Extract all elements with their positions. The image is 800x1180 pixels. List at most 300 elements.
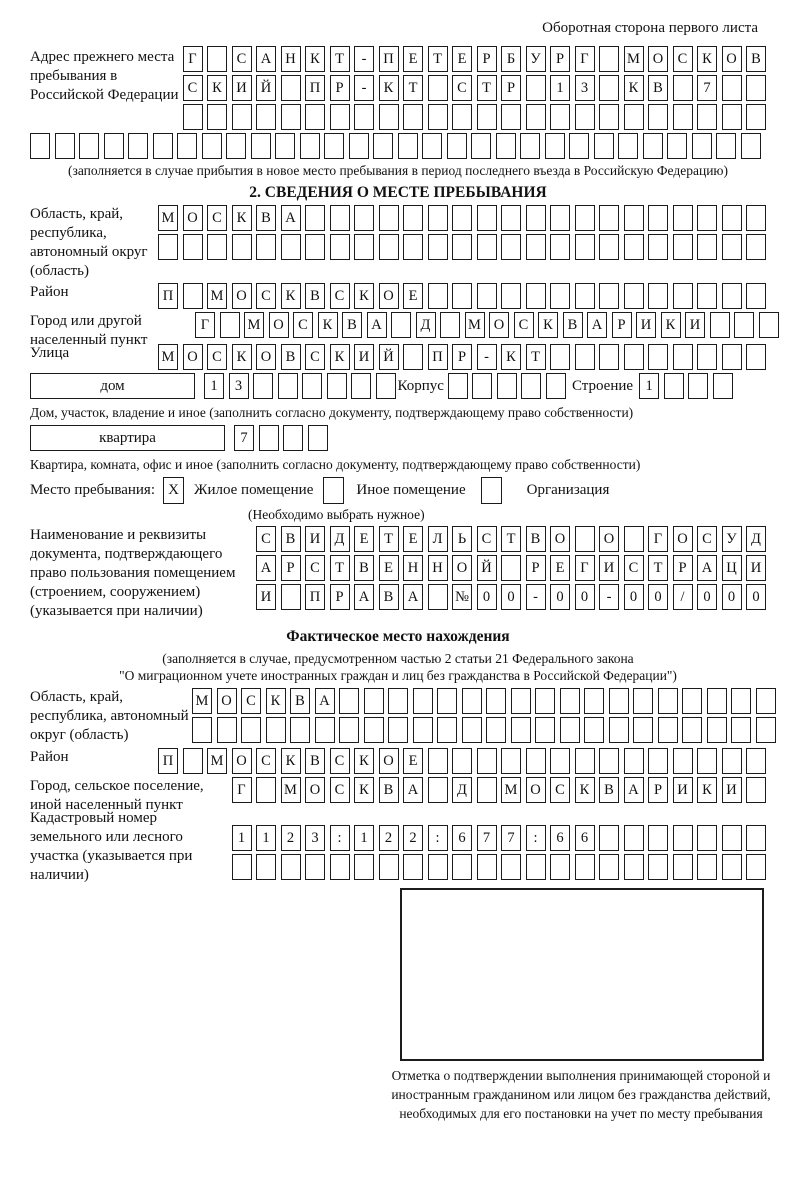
char-cell[interactable]: Е [403,283,423,309]
char-cell[interactable] [192,717,212,743]
char-cell[interactable]: О [673,526,693,552]
char-cell[interactable]: И [746,555,766,581]
char-cell[interactable]: О [550,526,570,552]
char-cell[interactable] [746,825,766,851]
char-cell[interactable]: Е [379,555,399,581]
char-cell[interactable] [624,234,644,260]
char-cell[interactable] [624,526,644,552]
stay-type-checkbox-organization[interactable] [481,477,502,504]
char-cell[interactable]: В [342,312,362,338]
char-cell[interactable]: Т [501,526,521,552]
char-cell[interactable] [413,688,433,714]
char-cell[interactable]: П [305,75,325,101]
char-cell[interactable]: С [330,777,350,803]
char-cell[interactable]: А [587,312,607,338]
char-cell[interactable] [673,748,693,774]
char-cell[interactable] [281,584,301,610]
char-cell[interactable] [232,854,252,880]
char-cell[interactable]: 3 [575,75,595,101]
char-cell[interactable]: А [403,584,423,610]
char-cell[interactable] [30,133,50,159]
char-cell[interactable] [354,205,374,231]
char-cell[interactable] [486,717,506,743]
char-cell[interactable] [746,75,766,101]
char-cell[interactable] [158,234,178,260]
char-cell[interactable] [305,104,325,130]
char-cell[interactable]: О [305,777,325,803]
char-cell[interactable]: 6 [452,825,472,851]
char-cell[interactable] [55,133,75,159]
char-cell[interactable]: О [232,283,252,309]
char-cell[interactable]: С [207,344,227,370]
char-cell[interactable]: Р [330,75,350,101]
char-cell[interactable]: 7 [234,425,254,451]
char-cell[interactable] [428,584,448,610]
char-cell[interactable] [673,344,693,370]
char-cell[interactable] [599,46,619,72]
char-cell[interactable]: В [648,75,668,101]
char-cell[interactable] [486,688,506,714]
char-cell[interactable] [398,133,418,159]
char-cell[interactable] [440,312,460,338]
char-cell[interactable] [697,205,717,231]
char-cell[interactable]: Р [330,584,350,610]
char-cell[interactable]: А [354,584,374,610]
char-cell[interactable] [241,717,261,743]
char-cell[interactable]: И [685,312,705,338]
char-cell[interactable] [183,104,203,130]
char-cell[interactable] [388,688,408,714]
char-cell[interactable]: В [281,526,301,552]
char-cell[interactable] [550,283,570,309]
char-cell[interactable]: Б [501,46,521,72]
char-cell[interactable]: Т [330,555,350,581]
char-cell[interactable] [256,234,276,260]
char-cell[interactable] [722,75,742,101]
char-cell[interactable] [501,234,521,260]
char-cell[interactable] [707,717,727,743]
char-cell[interactable]: Е [550,555,570,581]
char-cell[interactable] [746,234,766,260]
char-cell[interactable]: П [158,283,178,309]
char-cell[interactable]: К [354,777,374,803]
char-cell[interactable]: 0 [477,584,497,610]
char-cell[interactable] [609,717,629,743]
char-cell[interactable]: К [697,46,717,72]
char-cell[interactable] [673,205,693,231]
char-cell[interactable] [501,104,521,130]
char-cell[interactable] [259,425,279,451]
char-cell[interactable] [575,526,595,552]
char-cell[interactable]: И [636,312,656,338]
char-cell[interactable] [599,104,619,130]
char-cell[interactable] [472,373,492,399]
char-cell[interactable] [364,688,384,714]
char-cell[interactable]: О [256,344,276,370]
char-cell[interactable] [722,283,742,309]
char-cell[interactable]: 0 [550,584,570,610]
char-cell[interactable] [300,133,320,159]
char-cell[interactable] [716,133,736,159]
char-cell[interactable] [756,717,776,743]
char-cell[interactable]: 0 [648,584,668,610]
char-cell[interactable]: К [624,75,644,101]
char-cell[interactable]: Г [195,312,215,338]
char-cell[interactable] [526,854,546,880]
char-cell[interactable]: Е [452,46,472,72]
char-cell[interactable]: В [526,526,546,552]
char-cell[interactable] [330,104,350,130]
char-cell[interactable]: Н [428,555,448,581]
char-cell[interactable]: Г [575,555,595,581]
char-cell[interactable]: 0 [501,584,521,610]
char-cell[interactable]: А [256,46,276,72]
char-cell[interactable] [648,234,668,260]
char-cell[interactable] [251,133,271,159]
char-cell[interactable]: М [192,688,212,714]
char-cell[interactable] [697,854,717,880]
char-cell[interactable]: Р [673,555,693,581]
char-cell[interactable] [422,133,442,159]
char-cell[interactable] [722,825,742,851]
char-cell[interactable] [609,688,629,714]
char-cell[interactable] [673,854,693,880]
char-cell[interactable]: С [697,526,717,552]
char-cell[interactable] [575,205,595,231]
char-cell[interactable] [575,748,595,774]
char-cell[interactable]: И [305,526,325,552]
char-cell[interactable] [535,717,555,743]
char-cell[interactable]: У [722,526,742,552]
char-cell[interactable] [550,234,570,260]
char-cell[interactable] [664,373,684,399]
char-cell[interactable] [673,825,693,851]
char-cell[interactable] [697,748,717,774]
char-cell[interactable]: Й [477,555,497,581]
char-cell[interactable] [302,373,322,399]
char-cell[interactable]: : [526,825,546,851]
char-cell[interactable] [575,854,595,880]
char-cell[interactable] [624,748,644,774]
char-cell[interactable] [618,133,638,159]
char-cell[interactable]: С [256,283,276,309]
char-cell[interactable] [599,75,619,101]
char-cell[interactable] [575,104,595,130]
char-cell[interactable] [183,234,203,260]
char-cell[interactable]: Д [746,526,766,552]
char-cell[interactable]: 1 [256,825,276,851]
char-cell[interactable] [526,748,546,774]
char-cell[interactable]: Р [612,312,632,338]
char-cell[interactable]: С [624,555,644,581]
char-cell[interactable] [722,205,742,231]
char-cell[interactable]: К [379,75,399,101]
char-cell[interactable] [217,717,237,743]
char-cell[interactable]: 2 [379,825,399,851]
char-cell[interactable] [756,688,776,714]
char-cell[interactable]: В [305,748,325,774]
char-cell[interactable] [624,825,644,851]
char-cell[interactable] [452,854,472,880]
char-cell[interactable] [741,133,761,159]
char-cell[interactable] [232,104,252,130]
char-cell[interactable] [550,344,570,370]
char-cell[interactable] [207,104,227,130]
char-cell[interactable] [722,854,742,880]
char-cell[interactable] [471,133,491,159]
char-cell[interactable]: И [722,777,742,803]
char-cell[interactable]: К [232,344,252,370]
stay-type-checkbox-other[interactable] [323,477,344,504]
char-cell[interactable] [710,312,730,338]
char-cell[interactable]: 2 [403,825,423,851]
char-cell[interactable] [403,854,423,880]
char-cell[interactable] [746,283,766,309]
char-cell[interactable]: К [575,777,595,803]
char-cell[interactable] [697,344,717,370]
char-cell[interactable] [448,373,468,399]
char-cell[interactable] [339,717,359,743]
char-cell[interactable]: Т [526,344,546,370]
char-cell[interactable] [428,205,448,231]
char-cell[interactable]: В [290,688,310,714]
char-cell[interactable]: О [183,205,203,231]
char-cell[interactable]: П [305,584,325,610]
char-cell[interactable]: 1 [639,373,659,399]
char-cell[interactable] [648,344,668,370]
char-cell[interactable] [104,133,124,159]
char-cell[interactable] [550,854,570,880]
char-cell[interactable] [746,205,766,231]
char-cell[interactable]: - [526,584,546,610]
char-cell[interactable] [648,104,668,130]
char-cell[interactable]: А [367,312,387,338]
char-cell[interactable] [232,234,252,260]
char-cell[interactable]: О [648,46,668,72]
char-cell[interactable] [673,234,693,260]
char-cell[interactable]: И [256,584,276,610]
char-cell[interactable]: М [281,777,301,803]
char-cell[interactable] [545,133,565,159]
char-cell[interactable]: - [354,75,374,101]
char-cell[interactable]: П [379,46,399,72]
char-cell[interactable]: № [452,584,472,610]
char-cell[interactable] [648,854,668,880]
char-cell[interactable]: О [489,312,509,338]
char-cell[interactable]: С [452,75,472,101]
char-cell[interactable] [501,555,521,581]
char-cell[interactable] [682,717,702,743]
char-cell[interactable] [128,133,148,159]
char-cell[interactable] [283,425,303,451]
char-cell[interactable] [584,688,604,714]
char-cell[interactable] [315,717,335,743]
char-cell[interactable] [275,133,295,159]
char-cell[interactable] [477,748,497,774]
char-cell[interactable] [673,75,693,101]
char-cell[interactable]: Н [281,46,301,72]
char-cell[interactable]: В [354,555,374,581]
char-cell[interactable]: 6 [575,825,595,851]
char-cell[interactable] [599,283,619,309]
char-cell[interactable]: Г [183,46,203,72]
char-cell[interactable]: : [330,825,350,851]
char-cell[interactable] [526,205,546,231]
char-cell[interactable] [648,825,668,851]
char-cell[interactable]: А [697,555,717,581]
char-cell[interactable] [722,344,742,370]
char-cell[interactable]: В [379,584,399,610]
char-cell[interactable] [648,283,668,309]
char-cell[interactable] [183,748,203,774]
char-cell[interactable] [722,104,742,130]
char-cell[interactable] [594,133,614,159]
char-cell[interactable] [437,688,457,714]
char-cell[interactable] [707,688,727,714]
char-cell[interactable]: О [452,555,472,581]
char-cell[interactable]: 6 [550,825,570,851]
char-cell[interactable] [746,748,766,774]
char-cell[interactable]: И [232,75,252,101]
char-cell[interactable] [746,104,766,130]
char-cell[interactable] [697,825,717,851]
char-cell[interactable] [324,133,344,159]
char-cell[interactable] [379,104,399,130]
char-cell[interactable] [667,133,687,159]
char-cell[interactable]: 0 [746,584,766,610]
char-cell[interactable]: К [354,748,374,774]
char-cell[interactable]: У [526,46,546,72]
char-cell[interactable]: М [207,283,227,309]
char-cell[interactable]: О [526,777,546,803]
char-cell[interactable] [477,234,497,260]
char-cell[interactable] [379,205,399,231]
char-cell[interactable]: Р [648,777,668,803]
char-cell[interactable] [256,777,276,803]
char-cell[interactable] [658,717,678,743]
char-cell[interactable] [692,133,712,159]
char-cell[interactable] [599,205,619,231]
char-cell[interactable]: Р [281,555,301,581]
char-cell[interactable] [497,373,517,399]
char-cell[interactable] [731,717,751,743]
char-cell[interactable] [354,104,374,130]
char-cell[interactable] [575,283,595,309]
char-cell[interactable] [697,104,717,130]
char-cell[interactable]: А [315,688,335,714]
char-cell[interactable] [220,312,240,338]
char-cell[interactable]: 7 [477,825,497,851]
char-cell[interactable] [177,133,197,159]
char-cell[interactable]: Е [403,46,423,72]
char-cell[interactable]: Е [354,526,374,552]
char-cell[interactable] [305,854,325,880]
char-cell[interactable] [388,717,408,743]
char-cell[interactable] [624,854,644,880]
char-cell[interactable] [731,688,751,714]
char-cell[interactable] [256,854,276,880]
char-cell[interactable]: Р [452,344,472,370]
char-cell[interactable] [437,717,457,743]
char-cell[interactable] [624,283,644,309]
char-cell[interactable]: Р [501,75,521,101]
char-cell[interactable] [253,373,273,399]
char-cell[interactable] [281,854,301,880]
char-cell[interactable]: О [232,748,252,774]
char-cell[interactable]: Ц [722,555,742,581]
char-cell[interactable] [428,234,448,260]
char-cell[interactable] [575,344,595,370]
char-cell[interactable]: 0 [575,584,595,610]
char-cell[interactable] [462,717,482,743]
char-cell[interactable]: М [465,312,485,338]
char-cell[interactable] [501,748,521,774]
char-cell[interactable] [624,344,644,370]
char-cell[interactable] [256,104,276,130]
char-cell[interactable] [403,205,423,231]
char-cell[interactable] [673,283,693,309]
char-cell[interactable]: Р [477,46,497,72]
char-cell[interactable]: 1 [232,825,252,851]
char-cell[interactable] [550,104,570,130]
char-cell[interactable]: Н [403,555,423,581]
char-cell[interactable] [697,283,717,309]
char-cell[interactable]: К [697,777,717,803]
char-cell[interactable] [511,688,531,714]
char-cell[interactable] [351,373,371,399]
char-cell[interactable]: О [599,526,619,552]
char-cell[interactable] [633,688,653,714]
char-cell[interactable] [364,717,384,743]
char-cell[interactable]: 0 [722,584,742,610]
char-cell[interactable] [428,75,448,101]
char-cell[interactable]: К [538,312,558,338]
char-cell[interactable] [501,205,521,231]
char-cell[interactable]: К [281,283,301,309]
char-cell[interactable]: В [281,344,301,370]
char-cell[interactable] [501,283,521,309]
char-cell[interactable] [330,234,350,260]
char-cell[interactable] [349,133,369,159]
char-cell[interactable] [354,234,374,260]
char-cell[interactable] [266,717,286,743]
char-cell[interactable] [569,133,589,159]
char-cell[interactable]: / [673,584,693,610]
char-cell[interactable] [624,205,644,231]
char-cell[interactable] [673,104,693,130]
char-cell[interactable] [746,344,766,370]
char-cell[interactable]: - [477,344,497,370]
char-cell[interactable]: К [501,344,521,370]
char-cell[interactable]: С [305,555,325,581]
char-cell[interactable] [354,854,374,880]
char-cell[interactable]: Е [403,748,423,774]
char-cell[interactable] [452,748,472,774]
char-cell[interactable] [643,133,663,159]
char-cell[interactable]: А [281,205,301,231]
char-cell[interactable]: 3 [229,373,249,399]
char-cell[interactable] [648,205,668,231]
char-cell[interactable] [207,46,227,72]
char-cell[interactable] [308,425,328,451]
char-cell[interactable]: А [403,777,423,803]
char-cell[interactable] [550,205,570,231]
char-cell[interactable]: Г [232,777,252,803]
char-cell[interactable] [379,854,399,880]
char-cell[interactable] [722,748,742,774]
char-cell[interactable] [428,104,448,130]
char-cell[interactable] [379,234,399,260]
